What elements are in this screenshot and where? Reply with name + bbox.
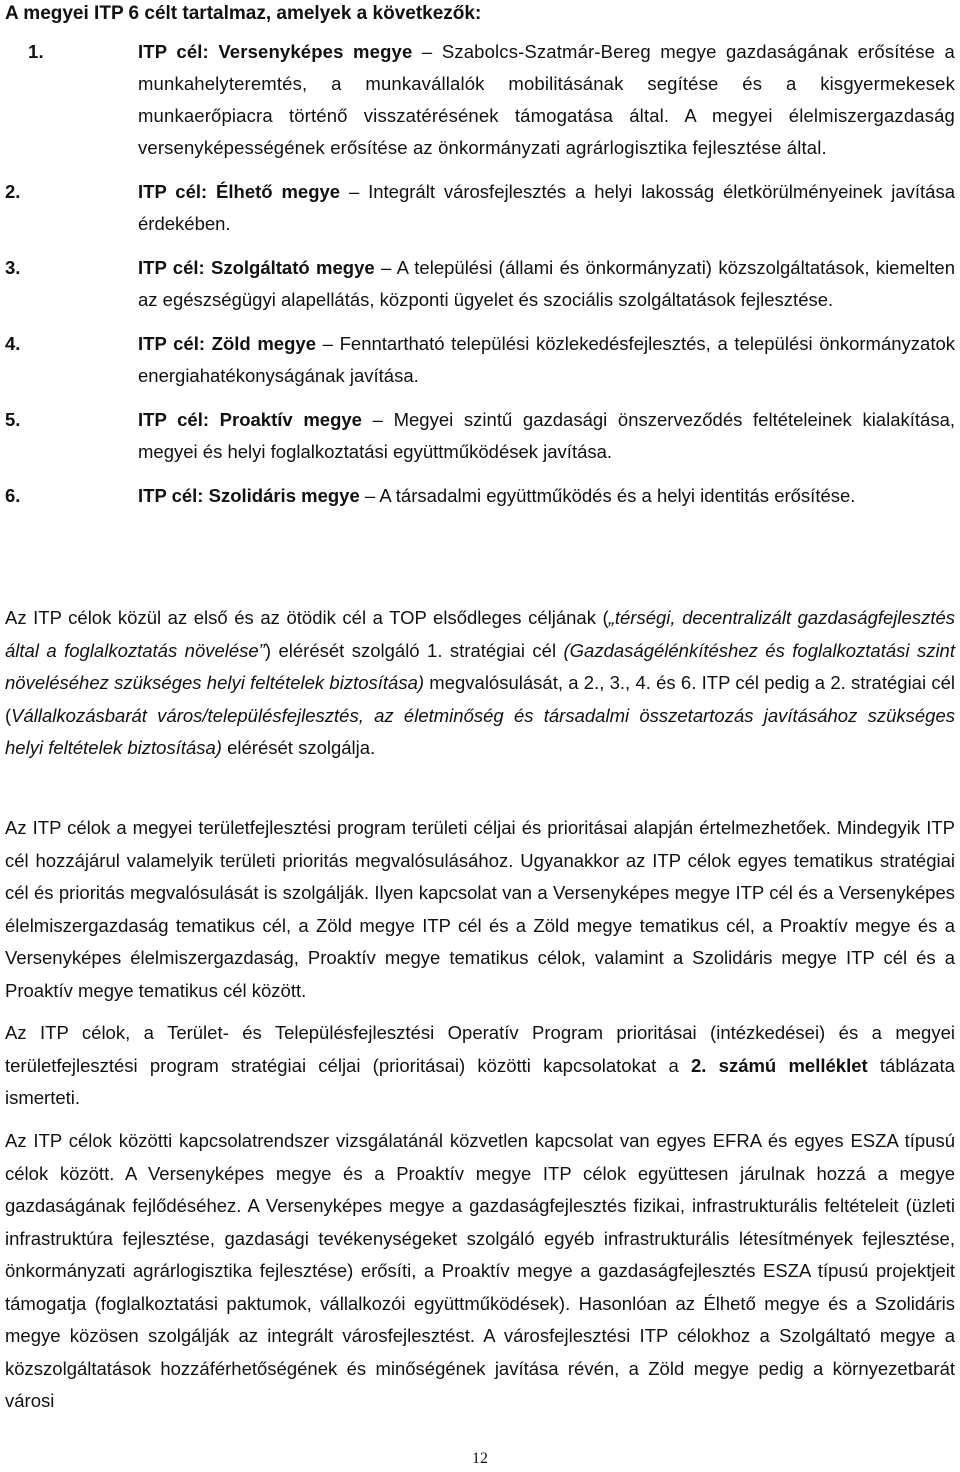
goal-text: Fenntartható települési közlekedésfejlesztés, a települési önkormányzatok energiahatékonyságának javítása.	[138, 333, 955, 386]
goal-label: ITP cél: Zöld megye	[138, 333, 316, 354]
goal-label: ITP cél: Szolgáltató megye	[138, 257, 375, 278]
paragraph-goal-relations: Az ITP célok közötti kapcsolatrendszer vizsgálatánál közvetlen kapcsolat van egyes EFRA és egyes ESZA típusú célok között. A Versenyképes megye és a Proaktív megye ITP célok együttesen járulnak hozzá a megye gazdaságának fejlődéséhez. A Versenyképes megye a gazdaságfejlesztés fizikai, infrastrukturális feltételeit (üzleti infrastruktúra fejlesztése, gazdasági tevékenységeket szolgáló egyéb infrastrukturális létesítmények fejlesztése, önkormányzati agrárlogisztika fejlesztése) erősíti, a Proaktív megye a gazdaságfejlesztés ESZA típusú projektjeit támogatja (foglalkoztatási paktumok, vállalkozói együttműködések). Hasonlóan az Élhető megye és a Szolidáris megye közösen szolgálják az integrált városfejlesztést. A városfejlesztési ITP célokhoz a Szolgáltató megye a közszolgáltatások hozzáférhetőségének és minőségének javítása révén, a Zöld megye pedig a környezetbarát városi	[5, 1130, 955, 1411]
goal-dash: –	[374, 257, 397, 278]
annex-reference: 2. számú melléklet	[691, 1054, 868, 1076]
goal-item-2	[0, 176, 960, 240]
paragraph-territorial-goals: Az ITP célok a megyei területfejlesztési program területi céljai és prioritásai alapján értelmezhetőek. Mindegyik ITP cél hozzájárul valamelyik területi prioritás megvalósulásához. Ugyanakkor az ITP célok egyes tematikus stratégiai cél és prioritás megvalósulását is szolgálják. Ilyen kapcsolat van a Versenyképes megye ITP cél és a Versenyképes élelmiszergazdaság tematikus cél, a Zöld megye ITP cél és a Zöld megye tematikus cél, a Proaktív megye és a Versenyképes élelmiszergazdaság, Proaktív megye tematikus célok, valamint a Szolidáris megye ITP cél és a Proaktív megye tematikus cél között.	[5, 817, 955, 1001]
paragraph-text: megvalósulását, a 2., 3., 4. és 6. ITP cél pedig a 2. stratégiai cél (	[5, 672, 955, 726]
goal-item-5	[0, 404, 960, 468]
goal-text: Szabolcs-Szatmár-Bereg megye gazdaságának erősítése a munkahelyteremtés, a munkavállalók mobilitásának segítése és a kisgyermekesek munkaerőpiacra történő visszatérésének támogatása által. A megyei élelmiszergazdaság versenyképességének erősítése az önkormányzati agrárlogisztika fejlesztése által.	[138, 41, 955, 158]
goal-item-1	[0, 36, 960, 164]
paragraph-italic-text: (Gazdaságélénkítéshez és foglalkoztatási szint növeléséhez szükséges helyi feltételek biztosítása)	[5, 639, 955, 693]
goal-item-3	[0, 252, 960, 316]
goal-text: Megyei szintű gazdasági önszerveződés feltételeinek kialakítása, megyei és helyi foglalkoztatási együttműködések javítása.	[138, 409, 955, 462]
paragraph-text: ) elérését szolgáló 1. stratégiai cél	[264, 639, 564, 661]
goal-dash: –	[412, 41, 442, 62]
goal-number: 2.	[5, 181, 21, 202]
paragraph-annex-reference	[5, 1017, 955, 1115]
paragraph-text: Az ITP célok, a Terület- és Településfejlesztési Operatív Program prioritásai (intézkedései) és a megyei területfejlesztési program stratégiai céljai (prioritásai) közötti kapcsolatokat a	[5, 1022, 955, 1076]
paragraph-italic-text: „térségi, decentralizált gazdaságfejlesztés által a foglalkoztatás növelése”	[5, 607, 955, 661]
paragraph-top-alignment	[5, 602, 955, 765]
goal-number: 4.	[5, 333, 21, 354]
goal-text: A települési (állami és önkormányzati) közszolgáltatások, kiemelten az egészségügyi alapellátás, központi ügyelet és szociális szolgáltatások fejlesztése.	[138, 257, 955, 310]
goal-item-6	[0, 480, 960, 512]
goal-dash: –	[340, 181, 369, 202]
itp-goals-list	[0, 36, 960, 524]
section-heading: A megyei ITP 6 célt tartalmaz, amelyek a következők:	[5, 3, 482, 24]
goal-number: 1.	[28, 41, 44, 62]
goal-dash: –	[361, 409, 394, 430]
goal-label: ITP cél: Proaktív megye	[138, 409, 362, 430]
page-number: 12	[472, 1450, 488, 1467]
paragraph-text: táblázata ismerteti.	[5, 1054, 955, 1108]
goal-number: 5.	[5, 409, 21, 430]
goal-number: 3.	[5, 257, 21, 278]
goal-number: 6.	[5, 485, 21, 506]
goal-text: Integrált városfejlesztés a helyi lakosság életkörülményeinek javítása érdekében.	[138, 181, 956, 234]
paragraph-text: Az ITP célok közül az első és az ötödik cél a TOP elsődleges céljának (	[5, 607, 609, 628]
paragraph-text: elérését szolgálja.	[221, 737, 376, 758]
goal-label: ITP cél: Élhető megye	[138, 181, 341, 202]
goal-item-4	[0, 328, 960, 392]
goal-text: A társadalmi együttműködés és a helyi identitás erősítése.	[379, 485, 856, 506]
paragraph-italic-text: Vállalkozásbarát város/településfejlesztés, az életminőség és társadalmi összetartozás javításához szükséges helyi feltételek biztosítása)	[5, 704, 955, 758]
goal-label: ITP cél: Versenyképes megye	[138, 41, 413, 62]
goal-dash: –	[315, 333, 340, 354]
goal-dash: –	[359, 485, 380, 506]
goal-label: ITP cél: Szolidáris megye	[138, 485, 360, 506]
